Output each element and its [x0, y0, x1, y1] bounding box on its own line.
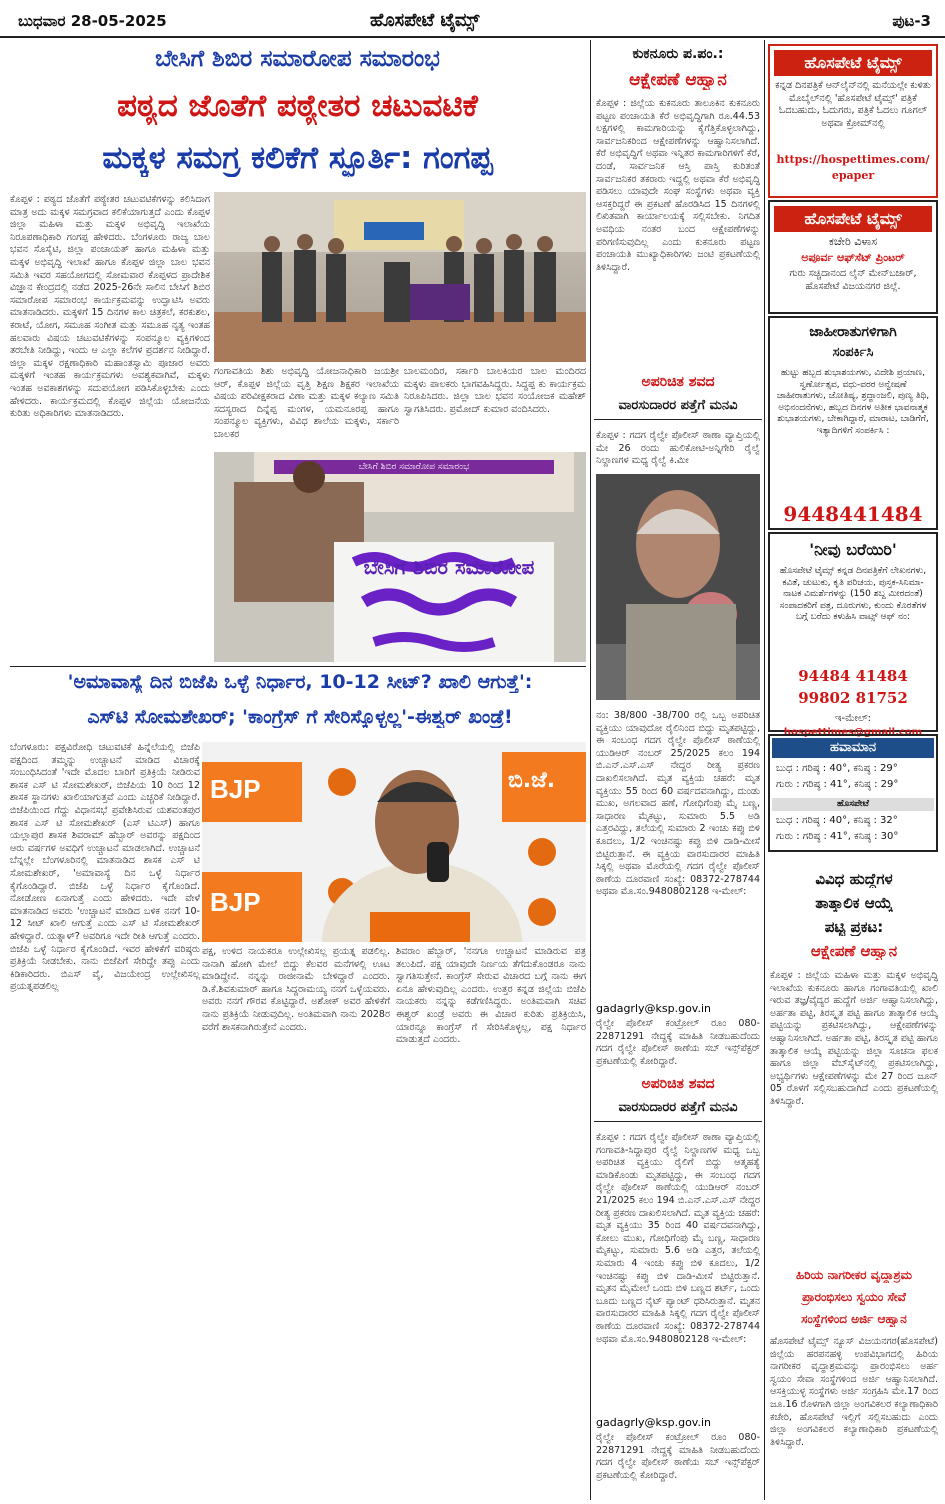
bjp-logo-text-left: BJP [210, 774, 261, 804]
write-email-label: ಇ-ಮೇಲ್: [835, 713, 871, 724]
politics-column-3: ಶಿವರಾಂ ಹೆಬ್ಬಾರ್, 'ನನಗೂ ಉಚ್ಚಾಟನೆ ಮಾಡಿರುವ ಪತ್ರ ತಲುಪಿದೆ. ಪಕ್ಷ ಯಾವುದೇ ನಿರ್ಣಯ ತೆಗೆದುಕೊಂಡರೂ ನಾನು ಸ್ವಾಗತಿಸುತ್ತೇನೆ. ಕಾಂಗ್ರೆಸ್ ಸೇರುವ ವಿಚಾರದ ಬಗ್ಗೆ ನಾನು ಈಗ ಏನೂ ಹೇಳುವುದಿಲ್ಲ ಎಂದರು. ಉತ್ತರ ಕನ್ನಡ ಜಿಲ್ಲೆಯ ಬಿಜೆಪಿ ನಾಯಕರು ನನ್ನನ್ನು ಕಡೆಗಣಿಸಿದ್ದರು. ಅಂತಿಮವಾಗಿ ಸಚಿವ ಈಶ್ವರ್ ಖಂಡ್ರೆ ಅವರು ಈ ವಿಚಾರ ಕುರಿತು ಪ್ರತಿಕ್ರಿಯಿಸಿ, ಯಾರನ್ನೂ ಕಾಂಗ್ರೆಸ್ ಗೆ ಸೇರಿಸಿಕೊಳ್ಳಲ್ಲ, ಪಕ್ಷ ನಿರ್ಧಾರ ಮಾಡುತ್ತದೆ ಎಂದರು. [396, 946, 586, 1046]
posts-headline-3: ಪಟ್ಟಿ ಪ್ರಕಟ: [824, 918, 884, 936]
kuknur-text: ಕೊಪ್ಪಳ : ಜಿಲ್ಲೆಯ ಕುಕನೂರು ತಾಲೂಕಿನ ಕುಕನೂರು ಪಟ್ಟಣ ಪಂಚಾಯತಿ ಕೆರೆ ಅಭಿವೃದ್ಧಿಗಾಗಿ ರೂ.44.53 ಲಕ್ಷಗಳಲ್ಲಿ ಕಾಮಗಾರಿಯನ್ನು ಕೈಗೆತ್ತಿಕೊಳ್ಳಲಾಗಿದ್ದು, ಸಾರ್ವಜನಿಕರಿಂದ ಆಕ್ಷೇಪಣೆಗಳನ್ನು ಆಹ್ವಾನಿಸಲಾಗಿದೆ. ಕೆರೆ ಅಭಿವೃದ್ಧಿಗೆ ಅಥವಾ ಇನ್ನಿತರ ಕಾಮಗಾರಿಗಳಿಗೆ ಕೆರೆ, ದಂಡೆ, ಸಾರ್ವಜನಿಕ ಆಸ್ತಿ ಪಾಸ್ತಿ ಕುರಿತಂತೆ ಸಾರ್ವಜನಿಕರ ತಕರಾರು ಇದ್ದಲ್ಲಿ ಅಥವಾ ಕೆರೆ ಅಭಿವೃದ್ಧಿ ಪಡಿಸಲು ಯಾವುದೇ ಸಂಘ ಸಂಸ್ಥೆಗಳು ಅಥವಾ ವ್ಯಕ್ತಿ ಆಸಕ್ತರಿದ್ದರೆ ಈ ಪ್ರಕಟಣೆ ಹೊರಡಿಸಿದ 15 ದಿನಗಳಲ್ಲಿ ಲಿಖಿತವಾಗಿ ಕಾರ್ಯಾಲಯಕ್ಕೆ ಸಲ್ಲಿಸಬೇಕು. ನಿಗದಿತ ಅವಧಿಯ ನಂತರ ಬಂದ ಆಕ್ಷೇಪಣೆಗಳನ್ನು ಪರಿಗಣಿಸುವುದಿಲ್ಲ ಎಂದು ಕುಕನೂರು ಪಟ್ಟಣ ಪಂಚಾಯತಿ ಮುಖ್ಯಾಧಿಕಾರಿಗಳು ಜಂಟಿ ಪ್ರಕಟಣೆಯಲ್ಲಿ ತಿಳಿಸಿದ್ದಾರೆ. [596, 98, 760, 273]
weather-location: ಹೊಸಪೇಟೆ [772, 798, 934, 811]
office-ad-box [768, 200, 938, 314]
office-ad-title: ಹೊಸಪೇಟೆ ಟೈಮ್ಸ್ [774, 206, 932, 232]
epaper-url-path[interactable]: epaper [831, 170, 875, 182]
epaper-ad-title: ಹೊಸಪೇಟೆ ಟೈಮ್ಸ್ [774, 50, 932, 76]
advert-contact-title: ಜಾಹೀರಾತುಗಳಿಗಾಗಿ [809, 324, 897, 340]
write-to-us-title: 'ನೀವು ಬರೆಯಿರಿ' [809, 540, 897, 559]
unknown2-headline: ವಾರಸುದಾರರ ಪತ್ತೆಗೆ ಮನವಿ [594, 1100, 762, 1122]
elder-headline-2: ಪ್ರಾರಂಭಿಸಲು ಸ್ವಯಂ ಸೇವೆ [802, 1290, 906, 1304]
politics-column-1: ಬೆಂಗಳೂರು: ಪಕ್ಷವಿರೋಧಿ ಚಟುವಟಿಕೆ ಹಿನ್ನೆಲೆಯಲ್ಲಿ ಬಿಜೆಪಿ ಪಕ್ಷದಿಂದ ತಮ್ಮನ್ನು ಉಚ್ಚಾಟನೆ ಮಾಡಿದ ವಿಚಾರಕ್ಕೆ ಸಂಬಂಧಿಸಿದಂತೆ 'ಇದೇ ಮೊದಲ ಬಾರಿಗೆ ಪ್ರತಿಕ್ರಿಯೆ ನೀಡಿರುವ ಶಾಸಕ ಎಸ್ ಟಿ ಸೋಮಶೇಖರ್, ಬಿಜೆಪಿಯ 10 ರಿಂದ 12 ಶಾಸಕ ಸ್ಥಾನಗಳು ಖಾಲಿಯಾಗುತ್ತವೆ ಎಂದು ಎಚ್ಚರಿಕೆ ನೀಡಿದ್ದಾರೆ. ಬಿಜೆಪಿಯಿಂದ ಗೆದ್ದು ವಿಧಾನಸಭೆ ಪ್ರವೇಶಿಸಿರುವ ಯಶವಂತಪುರ ಶಾಸಕ ಎಸ್ ಟಿ ಸೋಮಶೇಖರ್ (ಎಸ್ ಟಿಎಸ್) ಹಾಗೂ ಯಲ್ಲಾಪುರ ಶಾಸಕ ಶಿವರಾಮ್ ಹೆಬ್ಬಾರ್ ಅವರನ್ನು ಪಕ್ಷದಿಂದ ಆರು ವರ್ಷಗಳ ಅವಧಿಗೆ ಉಚ್ಚಾಟನೆ ಮಾಡಲಾಗಿದೆ. ಉಚ್ಚಾಟನೆ ಬೆನ್ನಲ್ಲೇ ಬೆಂಗಳೂರಿನಲ್ಲಿ ಮಾತನಾಡಿದ ಶಾಸಕ ಎಸ್ ಟಿ ಸೋಮಶೇಖರ್, 'ಅಮಾವಾಸ್ಯೆ ದಿನ ಒಳ್ಳೆ ನಿರ್ಧಾರ ಕೈಗೊಂಡಿದ್ದಾರೆ. ಬಿಜೆಪಿ ಒಳ್ಳೆ ನಿರ್ಧಾರ ಕೈಗೊಂಡಿದೆ. ನೋಡೋಣ ಏನಾಗುತ್ತೆ ಎಂದು ಹೇಳಿದರು. ಇದೇ ವೇಳೆ ಮಾತನಾಡಿದ ಅವರು 'ಉಚ್ಚಾಟನೆ ಮಾಡಿದ ಬಳಿಕ ನನಗೆ 10-12 ಸೀಟ್ ಖಾಲಿ ಆಗುತ್ತೆ ಎಂದು ಎಸ್ ಟಿ ಸೋಮಶೇಖರ್ ಹೇಳಿದ್ದಾರೆ. ಯತ್ನಾಳ್? ಅವರಿಗೂ ಇದೇ ರೀತಿ ಆಗುತ್ತೆ ಎಂದರು. ಬಿಜೆಪಿ ಒಳ್ಳೆ ನಿರ್ಧಾರ ಕೈಗೊಂಡಿದೆ. ಇವರ ಹೇಳಿಕೆಗೆ ವರಿಷ್ಠರು ಪ್ರತಿಕ್ರಿಯೆ ನೀಡಬೇಕು. ನಾನು ಬಿಜೆಪಿಗೆ ಸೇರಿದ್ದೇ ತಪ್ಪು ಎಂದು ಕಿಡಿಕಾರಿದರು. ಬಿಎಸ್ ವೈ, ವಿಜಯೇಂದ್ರ ಉಲ್ಲೇಖಿಸಲ್ಲ ಪ್ರಯತ್ನಪಡಲಿಲ್ಲ [10, 742, 200, 993]
office-label: ಕಚೇರಿ ವಿಳಾಸ [828, 236, 878, 248]
section-divider [10, 666, 586, 667]
politics-headline-2: ಎಸ್‌ಟಿ ಸೋಮಶೇಖರ್; 'ಕಾಂಗ್ರೆಸ್ ಗೆ ಸೇರಿಸ್ಕೊಳ್ಳಲ್ಲ'-ಈಶ್ವರ್ ಖಂಡ್ರೆ! [87, 706, 513, 728]
unknown1-email: gadagrly@ksp.gov.in [596, 1002, 711, 1015]
write-phone-1[interactable]: 94484 41484 [798, 667, 908, 685]
weather-title: ಹವಾಮಾನ [772, 738, 934, 758]
posts-headline-1: ವಿವಿಧ ಹುದ್ದೆಗಳ [815, 870, 893, 888]
unknown1-text: ನಂ: 38/800 -38/700 ರಲ್ಲಿ ಒಬ್ಬ ಅಪರಿಚಿತ ವ್ಯಕ್ತಿಯು ಯಾವುದೋ ರೈಲಿನಿಂದ ಬಿದ್ದು ಮೃತಪಟ್ಟಿದ್ದು, ಈ ಸಂಬಂಧ ಗದಗ ರೈಲ್ವೇ ಪೊಲೀಸ್ ಠಾಣೆಯಲ್ಲಿ ಯುಡಿಆರ್ ನಂಬರ್ 25/2025 ಕಲಂ 194 ಬಿ.ಎನ್.ಎಸ್.ಎಸ್ ನೇದ್ದರ ರೀತ್ಯ ಪ್ರಕರಣ ದಾಖಲಿಸಲಾಗಿದೆ. ಮೃತ ವ್ಯಕ್ತಿಯ ಚಹರೆ: ಮೃತ ವ್ಯಕ್ತಿಯು 55 ರಿಂದ 60 ವರ್ಷದವನಾಗಿದ್ದು, ದುಂಡು ಮುಖ, ಅಗಲವಾದ ಹಣೆ, ಗೋಧಿಗೆಂಪು ಮೈ ಬಣ್ಣ, ಸಾಧಾರಣ ಮೈಕಟ್ಟು, ಸುಮಾರು 5.5 ಅಡಿ ಎತ್ತರವಿದ್ದು, ತಲೆಯಲ್ಲಿ ಸುಮಾರು 2 ಇಂಚು ಕಪ್ಪು ಬಿಳಿ ಕೂದಲು, 1/2 ಇಂಚಿನಷ್ಟು ಕಪ್ಪು ಬಿಳಿ ದಾಡಿ-ಮೀಸೆ ಬಿಟ್ಟಿರುತ್ತಾನೆ. ಈ ವ್ಯಕ್ತಿಯ ವಾರಸುದಾರರ ಮಾಹಿತಿ ಸಿಕ್ಕಲ್ಲಿ ಅಥವಾ ಮೊರೆಯಲ್ಲಿ ಗದಗ ರೈಲ್ವೇ ಪೊಲೀಸ್ ಠಾಣೆಯ ದೂರವಾಣಿ ಸಂಖ್ಯೆ: 08372-278744 ಅಥವಾ ಮೊ.ಸಂ.9480802128 ಇ-ಮೇಲ್: [596, 710, 760, 898]
lead-headline-2: ಮಕ್ಕಳ ಸಮಗ್ರ ಕಲಿಕೆಗೆ ಸ್ಫೂರ್ತಿ: ಗಂಗಪ್ಪ [102, 140, 493, 176]
advert-contact-sub: ಸಂಪರ್ಕಿಸಿ [832, 345, 874, 360]
politics-headline-1: 'ಅಮಾವಾಸ್ಯೆ ದಿನ ಬಿಜೆಪಿ ಒಳ್ಳೆ ನಿರ್ಧಾರ, 10-12 ಸೀಟ್? ಖಾಲಿ ಆಗುತ್ತೆ': [67, 671, 533, 693]
office-address: ಗುರು ಸಚ್ಚಿದಾನಂದ ಲೈನ್ ಮೇನ್‌ಬಜಾರ್, ಹೊಸಪೇಟೆ ವಿಜಯನಗರ ಜಿಲ್ಲೆ. [789, 268, 917, 292]
elder-headline-3: ಸಂಸ್ಥೆಗಳಿಂದ ಅರ್ಜಿ ಆಹ್ವಾನ [801, 1312, 907, 1326]
unknown1-text2: ರೈಲ್ವೇ ಪೊಲೀಸ್ ಕಂಟ್ರೋಲ್ ರೂಂ 080-22871291 ನೇದ್ದಕ್ಕೆ ಮಾಹಿತಿ ನೀಡಬಹುದೆಂದು ಗದಗ ರೈಲ್ವೇ ಪೊಲೀಸ್ ಠಾಣೆಯ ಸಬ್ ಇನ್ಸ್‌ಪೆಕ್ಟರ್ ಪ್ರಕಟಣೆಯಲ್ಲಿ ಕೋರಿದ್ದಾರೆ. [596, 1018, 760, 1067]
posts-headline-4: ಆಕ್ಷೇಪಣೆ ಆಹ್ವಾನ [810, 942, 898, 960]
lead-column-2: ಗಂಗಾವತಿಯ ಶಿಶು ಅಭಿವೃದ್ಧಿ ಯೋಜನಾಧಿಕಾರಿ ಜಯಶ್ರೀ ಆರ್, ಕೊಪ್ಪಳ ಜಿಲ್ಲೆಯ ವೃತ್ತಿ ಶಿಕ್ಷಣ ಶಿಕ್ಷಕರ ಇಲಾಖೆಯ ವಿಷಯ ಪರಿವೀಕ್ಷಕರಾದ ವಿಣಾ ಮತ್ತು ಮಕ್ಕಳ ಕಲ್ಯಾಣ ಸಮಿತಿ ಸದಸ್ಯರಾದ ದಿನ್ನೆಪ್ಪ ಮಂಗಳ, ಯಮನೂರಪ್ಪ ಹಾಗೂ ಸಂಪನ್ಮೂಲ ವ್ಯಕ್ತಿಗಳು, ವಿವಿಧ ಶಾಲೆಯ ಮಕ್ಕಳು, ಸರ್ಕಾರಿ ಬಾಲಕರ [214, 366, 399, 440]
advert-phone[interactable]: 9448441484 [783, 502, 923, 526]
write-email[interactable]: hospettimes@gmail.com [783, 727, 923, 738]
weather-row-3: ಬುಧ : ಗರಿಷ್ಠ : 40°, ಕನಿಷ್ಠ : 32° [776, 815, 898, 826]
kuknur-kicker: ಕುಕನೂರು ಪ.ಪಂ.: [632, 46, 724, 62]
lead-headline-1: ಪಠ್ಯದ ಜೊತೆಗೆ ಪಠ್ಯೇತರ ಚಟುವಟಿಕೆ [117, 88, 478, 124]
unknown1-intro: ಕೊಪ್ಪಳ : ಗದಗ ರೈಲ್ವೇ ಪೊಲೀಸ್ ಠಾಣಾ ವ್ಯಾಪ್ತಿಯಲ್ಲಿ ಮೇ 26 ರಂದು ಹುಲಿಕೋಟಿ-ಅನ್ನಿಗೇರಿ ರೈಲ್ವೆ ನಿಲ್ದಾಣಗಳ ಮಧ್ಯ ರೈಲ್ವೆ ಕಿ.ಮೀ [596, 430, 760, 467]
banner-top-text: ಬೇಸಿಗೆ ಶಿಬಿರ ಸಮಾರೋಪ ಸಮಾರಂಭ [358, 462, 470, 472]
advert-contact-box [768, 316, 938, 530]
weather-row-4: ಗುರು : ಗರಿಷ್ಠ : 41°, ಕನಿಷ್ಠ : 30° [776, 831, 899, 842]
weather-row-1: ಬುಧ : ಗರಿಷ್ಠ : 40°, ಕನಿಷ್ಠ : 29° [776, 763, 898, 774]
epaper-ad-box [768, 44, 938, 198]
press-name: ಅಪೂರ್ವ ಆಫ್‌ಸೆಟ್ ಪ್ರಿಂಟರ್ [801, 252, 905, 264]
column-divider [764, 40, 765, 1500]
kuknur-headline: ಆಕ್ಷೇಪಣೆ ಆಹ್ವಾನ [629, 70, 727, 90]
lead-column-1: ಕೊಪ್ಪಳ : ಪಠ್ಯದ ಜೊತೆಗೆ ಪಠ್ಯೇತರ ಚಟುವಟಿಕೆಗಳನ್ನು ಕಲಿಸಿದಾಗ ಮಾತ್ರ ಅದು ಮಕ್ಕಳ ಸಮಗ್ರವಾದ ಕಲಿಕೆಯಾಗುತ್ತದೆ ಎಂದು ಕೊಪ್ಪಳ ಜಿಲ್ಲಾ ಮಹಿಳಾ ಮತ್ತು ಮಕ್ಕಳ ಅಭಿವೃದ್ಧಿ ಇಲಾಖೆಯ ನಿರೂಪಣಾಧಿಕಾರಿ ಗಂಗಪ್ಪ ಹೇಳಿದರು. ಬೆಂಗಳೂರು ರಾಜ್ಯ ಬಾಲ ಭವನ ಸೊಸೈಟಿ, ಜಿಲ್ಲಾ ಪಂಚಾಯತ್ ಹಾಗೂ ಮಹಿಳಾ ಮತ್ತು ಮಕ್ಕಳ ಅಭಿವೃದ್ಧಿ ಇಲಾಖೆ ಹಾಗೂ ಕೊಪ್ಪಳ ಜಿಲ್ಲಾ ಬಾಲ ಭವನ ಸಮಿತಿ ಇವರ ಸಹಯೋಗದಲ್ಲಿ ಸೋಮವಾರ ಕೊಪ್ಪಳದ ಪ್ರಾದೇಶಿಕ ವಿಜ್ಞಾನ ಕೇಂದ್ರದಲ್ಲಿ ನಡೆದ 2025-26ನೇ ಸಾಲಿನ ಬೇಸಿಗೆ ಶಿಬಿರ ಸಮಾರೋಪ ಸಮಾರಂಭ ಕಾರ್ಯಕ್ರಮವನ್ನು ಉದ್ಘಾಟಿಸಿ ಅವರು ಮಾತನಾಡಿದರು. ಮಕ್ಕಳಿಗೆ 15 ದಿನಗಳ ಕಾಲ ಚಿತ್ರಕಲೆ, ಕರಕುಶಲ, ಕರಾಟೆ, ಯೋಗ, ಸಮೂಹ ಸಂಗೀತ ಮತ್ತು ಸಮೂಹ ನೃತ್ಯ ಇಂತಹ ಹಲವಾರು ವಿಷಯ ಚಟುವಟಿಕೆಗಳನ್ನು ಸಂಪನ್ಮೂಲ ವ್ಯಕ್ತಿಗಳಿಂದ ತರಬೇತಿ ನೀಡಿದ್ದು, ಇಂದು ಆ ಎಲ್ಲಾ ಕಲೆಗಳ ಪ್ರದರ್ಶನ ನೀಡಿದ್ದಾರೆ. ಜಿಲ್ಲಾ ಮಕ್ಕಳ ರಕ್ಷಣಾಧಿಕಾರಿ ಮಹಾಂತಸ್ವಾಮಿ ಪೂಜಾರ ಅವರು ಮಕ್ಕಳಿಗೆ ಇಂತಹ ಕಾರ್ಯಕ್ರಮಗಳು ಅವಶ್ಯಕವಾಗಿವೆ, ಮಕ್ಕಳು ಇಂತಹ ಅವಕಾಶಗಳನ್ನು ಸದುಪಯೋಗ ಪಡಿಸಿಕೊಳ್ಳಬೇಕು ಎಂದು ಹೇಳಿದರು. ಕಾರ್ಯಕ್ರಮದಲ್ಲಿ ಕೊಪ್ಪಳ ಜಿಲ್ಲೆಯ ಯೋಜನೆಯ ಕುರಿತು ಅಧಿಕಾರಿಗಳು ಮಾತನಾಡಿದರು. [10, 194, 210, 420]
ceremony-photo [214, 192, 586, 362]
header-date: ಬುಧವಾರ 28-05-2025 [18, 12, 167, 30]
banner-painting-photo [214, 452, 586, 662]
lead-column-3: ಬಾಲಮಂದಿರ, ಸರ್ಕಾರಿ ಬಾಲಕಿಯರ ಬಾಲ ಮಂದಿರದ ಮಕ್ಕಳು ಪಾಲಕರು ಭಾಗವಹಿಸಿದ್ದರು. ಸಿದ್ದಪ್ಪ ಕು ಕಾರ್ಯಕ್ರಮ ನಿರೂಪಿಸಿದರು. ಜಿಲ್ಲಾ ಬಾಲ ಭವನ ಸಂಯೋಜಕ ಮಹೇಶ್ ಸ್ವಾಗತಿಸಿದರು. ಪ್ರಮೋದ್ ಕುಮಾರ ವಂದಿಸಿದರು. [404, 366, 586, 415]
header-title: ಹೊಸಪೇಟೆ ಟೈಮ್ಸ್ [370, 10, 480, 31]
politician-photo [202, 742, 586, 942]
unknown2-text2: ರೈಲ್ವೇ ಪೊಲೀಸ್ ಕಂಟ್ರೋಲ್ ರೂಂ 080-22871291 ನೇದ್ದಕ್ಕೆ ಮಾಹಿತಿ ನೀಡಬಹುದೆಂದು ಗದಗ ರೈಲ್ವೇ ಪೊಲೀಸ್ ಠಾಣೆಯ ಸಬ್ ಇನ್ಸ್‌ಪೆಕ್ಟರ್ ಪ್ರಕಟಣೆಯಲ್ಲಿ ಕೋರಿದ್ದಾರೆ. [596, 1432, 760, 1481]
posts-headline-2: ತಾತ್ಕಾಲಿಕ ಆಯ್ಕೆ [815, 894, 893, 912]
bjp-logo-text-left-2: BJP [210, 887, 261, 917]
write-to-us-box [768, 532, 938, 738]
write-phone-2[interactable]: 99802 81752 [798, 689, 908, 707]
write-to-us-text: ಹೊಸಪೇಟೆ ಟೈಮ್ಸ್ ಕನ್ನಡ ದಿನಪತ್ರಿಕೆಗೆ ಲೇಖನಗಳು, ಕವಿತೆ, ಚುಟುಕು, ಕೃತಿ ಪರಿಚಯ, ಪುಸ್ತಕ-ಸಿನಿಮಾ-ನಾಟಕ ವಿಮರ್ಶೆಗಳನ್ನು (150 ಶಬ್ದ ಮೀರದಂತೆ) ಸಂಪಾದಕರಿಗೆ ಪತ್ರ, ದೂರುಗಳು, ಕುಂದು ಕೊರತೆಗಳ ಬಗ್ಗೆ ಬರೆದು ಕಳುಹಿಸಿ ವಾಟ್ಸ್ ಆಫ್ ನಂ: [779, 566, 927, 622]
elder-text: ಹೊಸಪೇಟೆ ಟೈಮ್ಸ್ ನ್ಯೂಸ್ ವಿಜಯನಗರ(ಹೊಸಪೇಟೆ) ಜಿಲ್ಲೆಯ ಹರಪನಹಳ್ಳಿ ಉಪವಿಭಾಗದಲ್ಲಿ ಹಿರಿಯ ನಾಗರೀಕರ ವೃದ್ಧಾಶ್ರಮವನ್ನು ಪ್ರಾರಂಭಿಸಲು ಅರ್ಹ ಸ್ವಯಂ ಸೇವಾ ಸಂಸ್ಥೆಗಳಿಂದ ಅರ್ಜಿ ಆಹ್ವಾನಿಸಲಾಗಿದೆ. ಆಸಕ್ತಿಯುಳ್ಳ ಸಂಸ್ಥೆಗಳು ಅರ್ಜಿ ಸಂಗ್ರಹಿಸಿ ಮೇ.17 ರಿಂದ ಜೂ.16 ರೊಳಗಾಗಿ ಜಿಲ್ಲಾ ಅಂಗವಿಕಲರ ಕಲ್ಯಾಣಾಧಿಕಾರಿ ಕಚೇರಿ, ಹೊಸಪೇಟೆ ಇಲ್ಲಿಗೆ ಸಲ್ಲಿಸಬಹುದು ಎಂದು ಜಿಲ್ಲಾ ಅಂಗವಿಕಲರ ಕಲ್ಯಾಣಾಧಿಕಾರಿ ಪ್ರಕಟಣೆಯಲ್ಲಿ ತಿಳಿಸಿದ್ದಾರೆ. [770, 1336, 938, 1448]
advert-contact-text: ಹುಟ್ಟು ಹಬ್ಬದ ಶುಭಾಶಯಗಳು, ವಿದೇಶಿ ಪ್ರಯಾಣ, ಸ್ವರ್ಣೋತ್ಸವ, ವಧು-ವರರ ಅನ್ವೇಷಣೆ ಜಾಹೀರಾತುಗಳು, ಜೋತಿಷ್ಯ, ಶ್ರದ್ಧಾಂಜಲಿ, ಪುಣ್ಯ ತಿಥಿ, ಅಭಿನಂದನೆಗಳು, ಹಬ್ಬದ ದಿನಗಳ ಅತೀಕ ಭಾವನಾತ್ಮಕ ಶುಭಾಶಯಗಳು, ಬೇಕಾಗಿದ್ದಾರೆ, ಮಾರಾಟ, ಬಾಡಿಗೆಗೆ, ಇತ್ಯಾದಿಗಳಿಗೆ ಸಂಪರ್ಕಿಸಿ : [776, 368, 930, 436]
elder-headline-1: ಹಿರಿಯ ನಾಗರೀಕರ ವೃದ್ಧಾಶ್ರಮ [795, 1268, 913, 1282]
unknown2-email: gadagrly@ksp.gov.in [596, 1416, 711, 1429]
bjp-logo-text-right: ಬಿ.ಜೆ. [508, 768, 556, 793]
lead-kicker: ಬೇಸಿಗೆ ಶಿಬಿರ ಸಮಾರೋಪ ಸಮಾರಂಭ [155, 46, 440, 72]
unknown2-text: ಕೊಪ್ಪಳ : ಗದಗ ರೈಲ್ವೇ ಪೊಲೀಸ್ ಠಾಣಾ ವ್ಯಾಪ್ತಿಯಲ್ಲಿ ಗಂಗಾವತಿ-ಸಿದ್ದಾಪುರ ರೈಲ್ವೆ ನಿಲ್ದಾಣಗಳ ಮಧ್ಯ ಒಬ್ಬ ಅಪರಿಚಿತ ವ್ಯಕ್ತಿಯು ರೈಲಿಗೆ ಬಿದ್ದು ಆತ್ಮಹತ್ಯೆ ಮಾಡಿಕೊಂಡು ಮೃತಪಟ್ಟಿದ್ದು, ಈ ಸಂಬಂಧ ಗದಗ ರೈಲ್ವೇ ಪೊಲೀಸ್ ಠಾಣೆಯಲ್ಲಿ ಯುಡಿಆರ್ ನಂಬರ್ 21/2025 ಕಲಂ 194 ಬಿ.ಎನ್.ಎಸ್.ಎಸ್ ನೇದ್ದರ ರೀತ್ಯ ಪ್ರಕರಣ ದಾಖಲಿಸಲಾಗಿದೆ. ಮೃತ ವ್ಯಕ್ತಿಯ ಚಹರೆ: ಮೃತ ವ್ಯಕ್ತಿಯು 35 ರಿಂದ 40 ವರ್ಷದವನಾಗಿದ್ದು, ಕೋಲು ಮುಖ, ಗೋಧಿಗೆಂಪು ಮೈ ಬಣ್ಣ, ಸಾಧಾರಣ ಮೈಕಟ್ಟು, ಸುಮಾರು 5.6 ಅಡಿ ಎತ್ತರ, ತಲೆಯಲ್ಲಿ ಸುಮಾರು 4 ಇಂಚು ಕಪ್ಪು ಬಿಳಿ ಕೂದಲು, 1/2 ಇಂಚಿನಷ್ಟು ಕಪ್ಪು ಬಿಳಿ ದಾಡಿ-ಮೀಸೆ ಬಿಟ್ಟಿರುತ್ತಾನೆ. ಮೃತನ ಮೈಮೇಲೆ ಒಂದು ಬಿಳಿ ಬಣ್ಣದ ಶರ್ಟ್, ಒಂದು ಬೂದು ಬಣ್ಣದ ನೈಟ್ ಪ್ಯಾಂಟ್ ಧರಿಸಿರುತ್ತಾನೆ. ಮೃತನ ವಾರಸುದಾರರ ಮಾಹಿತಿ ಸಿಕ್ಕಲ್ಲಿ ಗದಗ ರೈಲ್ವೇ ಪೊಲೀಸ್ ಠಾಣೆಯ ದೂರವಾಣಿ ಸಂಖ್ಯೆ: 08372-278744 ಅಥವಾ ಮೊ.ಸಂ.9480802128 ಇ-ಮೇಲ್: [596, 1132, 760, 1345]
unknown-person-photo [596, 474, 760, 700]
posts-text: ಕೊಪ್ಪಳ : ಜಿಲ್ಲೆಯ ಮಹಿಳಾ ಮತ್ತು ಮಕ್ಕಳ ಅಭಿವೃದ್ಧಿ ಇಲಾಖೆಯ ಕುಕನೂರು ಹಾಗೂ ಗಂಗಾವತಿಯಲ್ಲಿ ಖಾಲಿ ಇರುವ ತಜ್ಞ/ವೈದ್ಯರ ಹುದ್ದೆಗೆ ಅರ್ಜಿ ಆಹ್ವಾನಿಸಲಾಗಿದ್ದು, ಅರ್ಹತಾ ಪಟ್ಟಿ, ತಿರಸ್ಕೃತ ಪಟ್ಟಿ ಹಾಗೂ ತಾತ್ಕಾಲಿಕ ಆಯ್ಕೆ ಪಟ್ಟಿಯನ್ನು ಪ್ರಕಟಿಸಲಾಗಿದ್ದು, ಆಕ್ಷೇಪಣೆಗಳನ್ನು ಆಹ್ವಾನಿಸಲಾಗಿದೆ. ಅರ್ಹತಾ ಪಟ್ಟಿ, ತಿರಸ್ಕೃತ ಪಟ್ಟಿ ಹಾಗೂ ತಾತ್ಕಾಲಿಕ ಆಯ್ಕೆ ಪಟ್ಟಿಯನ್ನು ಜಿಲ್ಲಾ ಸೂಚನಾ ಫಲಕ ಹಾಗೂ ಜಿಲ್ಲಾ ವೆಬ್‌ಸೈಟ್‌ನಲ್ಲಿ ಪ್ರಕಟಿಸಲಾಗಿದ್ದು, ಅಭ್ಯರ್ಥಿಗಳು ಆಕ್ಷೇಪಣೆಗಳನ್ನು ಮೇ 27 ರಿಂದ ಜೂನ್ 05 ರೊಳಗೆ ಸಲ್ಲಿಸಬಹುದಾಗಿದೆ ಎಂದು ಪ್ರಕಟಣೆಯಲ್ಲಿ ತಿಳಿಸಿದ್ದಾರೆ. [770, 970, 938, 1107]
page-header [0, 8, 945, 38]
unknown1-headline: ವಾರಸುದಾರರ ಪತ್ತೆಗೆ ಮನವಿ [594, 398, 762, 420]
epaper-ad-text: ಕನ್ನಡ ದಿನಪತ್ರಿಕೆ ಆನ್‌ಲೈನ್‌ನಲ್ಲಿ ಮನೆಯಲ್ಲೇ ಕುಳಿತು ಮೊಬೈಲ್‌ನಲ್ಲಿ 'ಹೊಸಪೇಟೆ ಟೈಮ್ಸ್' ಪತ್ರಿಕೆ ಓದಬಹುದು, ಓದುಗರು, ಪತ್ರಿಕೆ ಓದಲು ಗೂಗಲ್ ಅಥವಾ ಕ್ರೋಮ್‌ನಲ್ಲಿ [775, 80, 931, 129]
politics-column-2: ಪಕ್ಷ, ಉಳಿದ ನಾಯಕರೂ ಉಲ್ಲೇಖಿಸಲ್ಲ ಪ್ರಯತ್ನ ಪಡಲಿಲ್ಲ. ನಾನಾಗಿ ಹೋಗಿ ಮೇಲೆ ಬಿದ್ದು ಕೆಲವರ ಮನೆಗಳಲ್ಲಿ ಊಟ ಮಾಡಿದ್ದೇನೆ. ನನ್ನನ್ನು ರಾಜೀನಾಮೆ ಬೇಳಿದ್ದಾರೆ ಎಂದರು. ಡಿ.ಕೆ.ಶಿವಕುಮಾರ್ ಹಾಗೂ ಸಿದ್ದರಾಮಯ್ಯ ನನಗೆ ಒಳ್ಳೆಯವರು. ಅವರು ನನಗೆ ಗೌರವ ಕೊಟ್ಟಿದ್ದಾರೆ. ಅಶೋಕ್ ಅವರ ಹೇಳಿಕೆಗೆ ನಾನು ಪ್ರತಿಕ್ರಿಯೆ ನೀಡುವುದಿಲ್ಲ. ಅಂತಿಮವಾಗಿ ನಾನು 2028ರ ವರೆಗೆ ಶಾಸಕನಾಗಿರುತ್ತೇನೆ ಎಂದರು. [202, 946, 390, 1033]
weather-row-2: ಗುರು : ಗರಿಷ್ಠ : 41°, ಕನಿಷ್ಠ : 29° [776, 779, 899, 790]
weather-box [768, 734, 938, 852]
epaper-url[interactable]: https://hospettimes.com/ [776, 154, 930, 166]
header-page: ಪುಟ-3 [892, 12, 931, 30]
unknown2-kicker: ಅಪರಿಚಿತ ಶವದ [641, 1076, 715, 1092]
column-divider [590, 40, 591, 1500]
banner-text: ಬೇಸಿಗೆ ಶಿಬಿರ ಸಮಾರೋಪ [363, 555, 535, 579]
unknown1-kicker: ಅಪರಿಚಿತ ಶವದ [641, 374, 715, 390]
